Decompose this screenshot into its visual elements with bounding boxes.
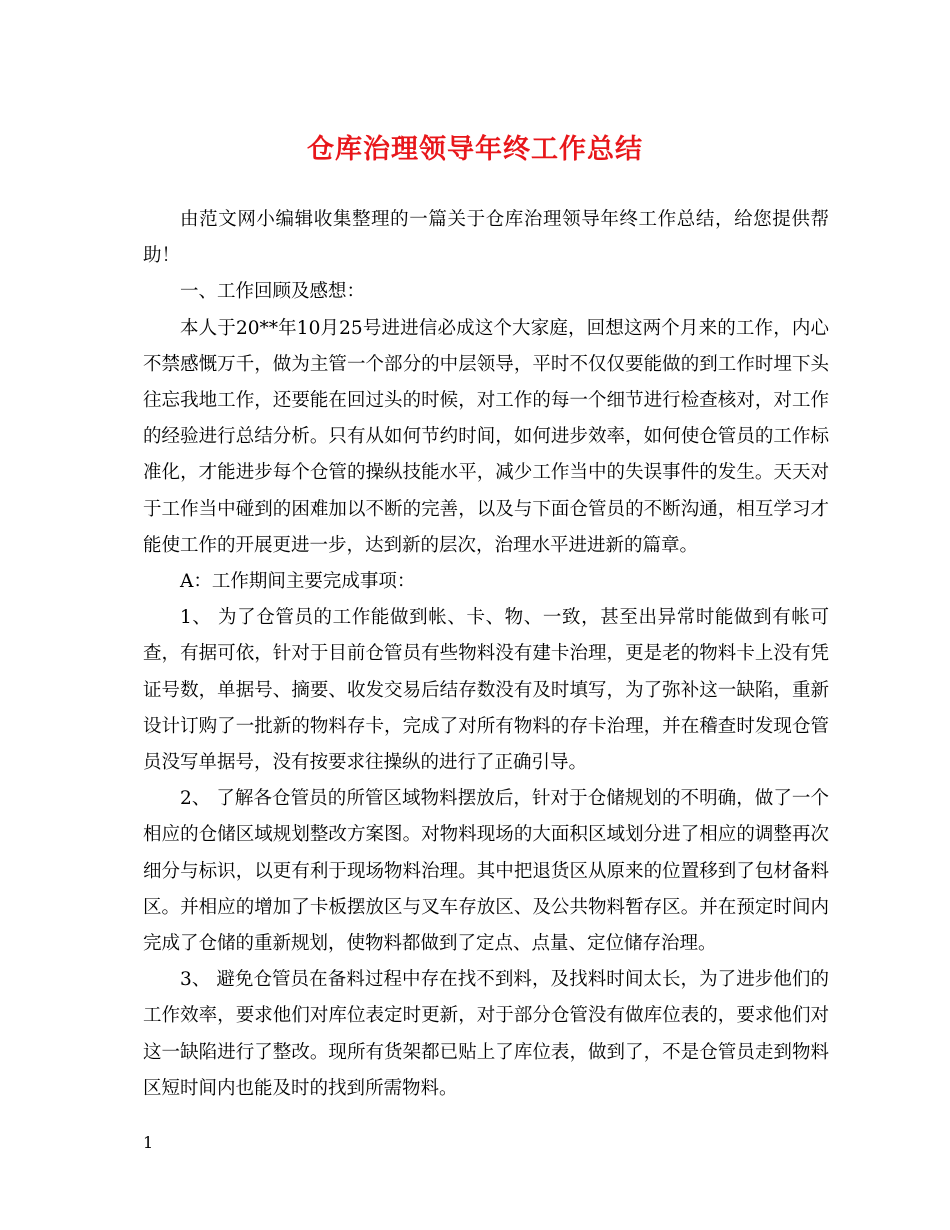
document-body bbox=[143, 202, 829, 1107]
body-paragraph: 本人于20**年10月25号进进信必成这个大家庭，回想这两个月来的工作，内心不禁感慨万千，做为主管一个部分的中层领导，平时不仅仅要能做的到工作时埋下头往忘我地工作，还要能在回过头的时候，对工作的每一个细节进行检查核对，对工作的经验进行总结分析。只有从如何节约时间，如何进步效率，如何使仓管员的工作标准化，才能进步每个仓管的操纵技能水平，减少工作当中的失误事件的发生。天天对于工作当中碰到的困难加以不断的完善，以及与下面仓管员的不断沟通，相互学习才能使工作的开展更进一步，达到新的层次，治理水平进进新的篇章。 bbox=[143, 317, 829, 556]
subsection-heading: A：工作期间主要完成事项： bbox=[180, 571, 416, 593]
list-item-1: 1、 为了仓管员的工作能做到帐、卡、物、一致，甚至出异常时能做到有帐可查，有据可依，针对于目前仓管员有些物料没有建卡治理，更是老的物料卡上没有凭证号数，单据号、摘要、收发交易后结存数没有及时填写，为了弥补这一缺陷，重新设计订购了一批新的物料存卡，完成了对所有物料的存卡治理，并在稽查时发现仓管员没写单据号，没有按要求往操纵的进行了正确引导。 bbox=[143, 607, 829, 774]
list-item-2: 2、 了解各仓管员的所管区域物料摆放后，针对于仓储规划的不明确，做了一个相应的仓储区域规划整改方案图。对物料现场的大面积区域划分进了相应的调整再次细分与标识，以更有利于现场物料治理。其中把退货区从原来的位置移到了包材备料区。并相应的增加了卡板摆放区与叉车存放区、及公共物料暂存区。并在预定时间内完成了仓储的重新规划，使物料都做到了定点、点量、定位储存治理。 bbox=[143, 788, 829, 955]
document-title: 仓库治理领导年终工作总结 bbox=[307, 134, 643, 165]
intro-paragraph: 由范文网小编辑收集整理的一篇关于仓库治理领导年终工作总结，给您提供帮助！ bbox=[143, 209, 829, 267]
page-number: 1 bbox=[143, 1133, 154, 1152]
section-heading: 一、工作回顾及感想： bbox=[180, 281, 366, 303]
list-item-3: 3、 避免仓管员在备料过程中存在找不到料，及找料时间太长，为了进步他们的工作效率，要求他们对库位表定时更新，对于部分仓管没有做库位表的，要求他们对这一缺陷进行了整改。现所有货架都已贴上了库位表，做到了，不是仓管员走到物料区短时间内也能及时的找到所需物料。 bbox=[143, 969, 829, 1099]
